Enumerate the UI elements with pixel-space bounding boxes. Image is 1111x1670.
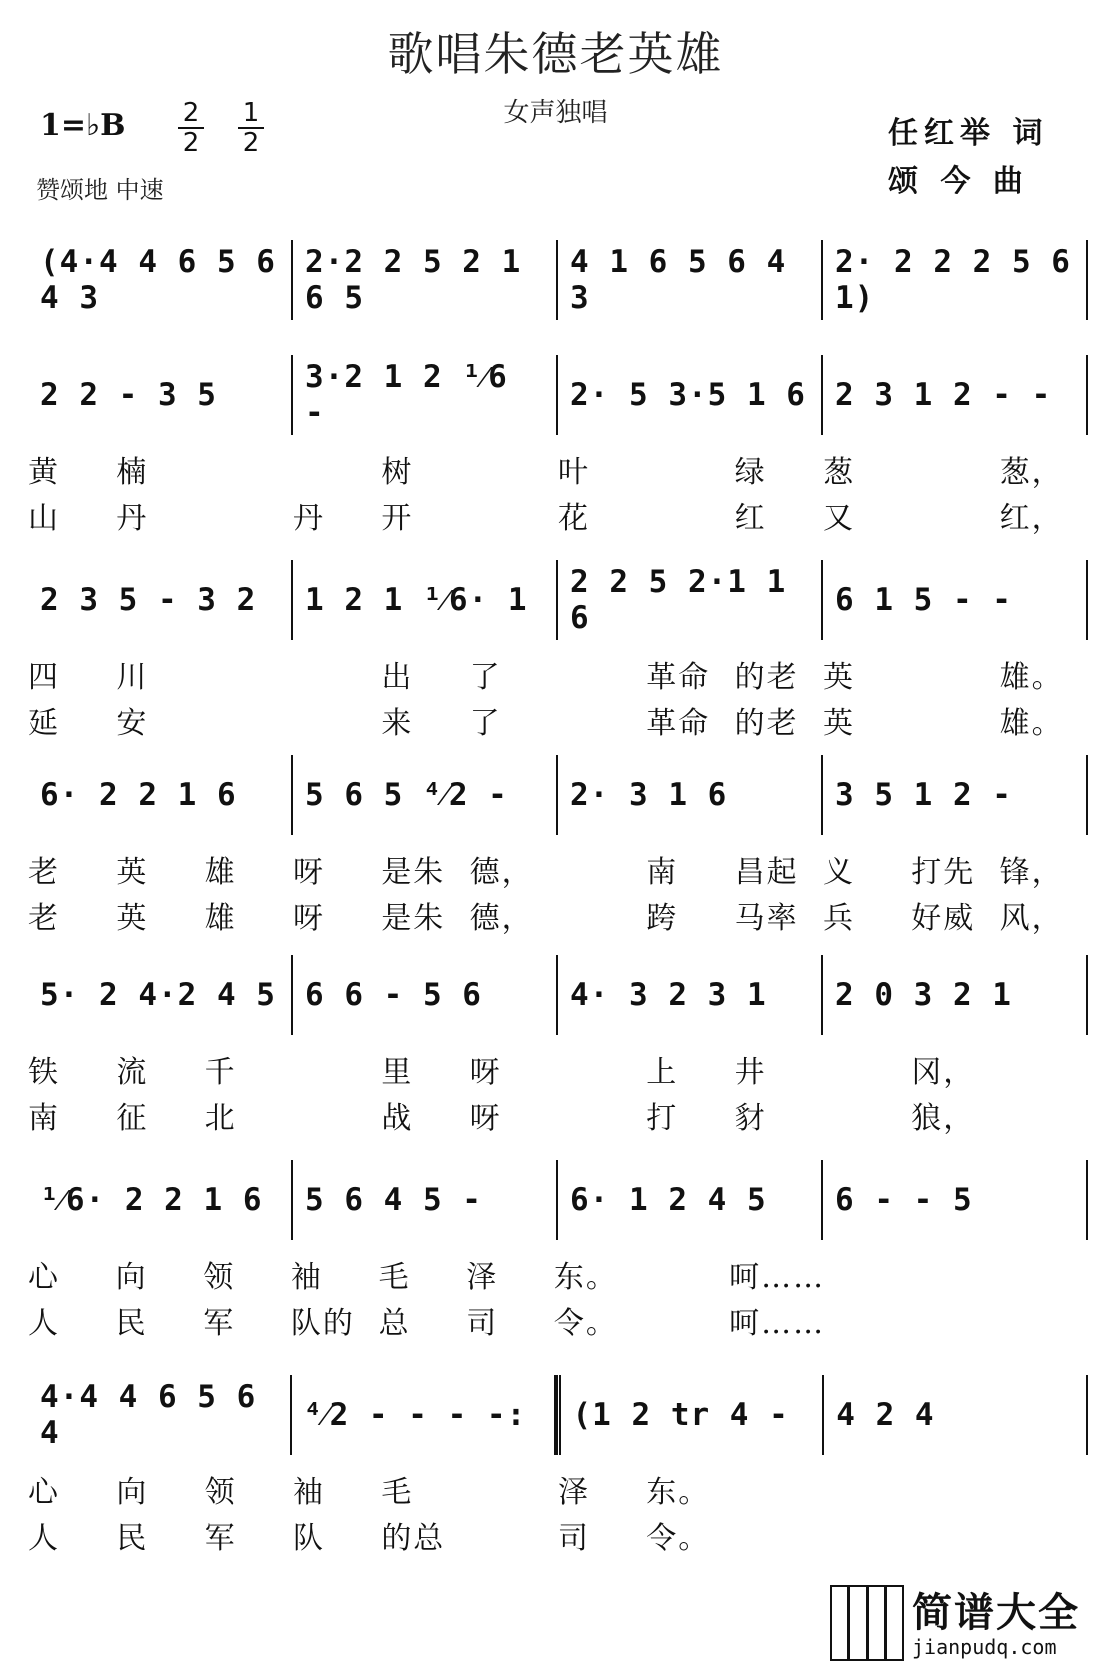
lyric-line [28, 1252, 1088, 1296]
lyric-syllable: 出 [381, 660, 414, 695]
lyric-syllable [911, 1513, 999, 1557]
lyric-syllable: 来 [381, 706, 414, 741]
measure: 6 1 5 - - [823, 560, 1088, 640]
lyric-syllable [823, 1513, 911, 1557]
lyric-line [28, 652, 1088, 696]
lyric-syllable: 东。 [553, 1260, 618, 1295]
lyric-line [28, 1513, 1088, 1557]
time-sig-2-num: 1 [242, 98, 260, 128]
lyric-syllable [470, 1467, 558, 1511]
lyric-syllable [641, 1252, 729, 1296]
lyric-syllable: 司 [466, 1306, 499, 1341]
measure-row [28, 355, 1088, 435]
lyric-syllable: 井 [734, 1055, 767, 1090]
lyric-syllable [911, 652, 999, 696]
watermark-url: jianpudq.com [912, 1635, 1057, 1659]
lyric-syllable [558, 1093, 646, 1137]
lyric-syllable [1000, 1093, 1088, 1137]
lyric-syllable: 呵…… [729, 1306, 826, 1341]
measure: 6· 2 2 1 6 [28, 755, 293, 835]
lyric-line [28, 493, 1088, 537]
lyric-syllable: 安 [116, 706, 149, 741]
watermark-name: 简谱大全 [912, 1590, 1080, 1636]
measure: 3·2 1 2 ¹⁄6 - [293, 355, 558, 435]
lyric-syllable [558, 893, 646, 937]
lyric-syllable: 令。 [646, 1521, 711, 1556]
lyric-syllable: 向 [115, 1260, 148, 1295]
lyric-syllable: 队的 [290, 1306, 355, 1341]
lyric-syllable: 风， [999, 901, 1064, 936]
lyric-syllable [1000, 1047, 1088, 1091]
lyric-syllable: 总 [378, 1306, 411, 1341]
lyric-syllable: 领 [203, 1260, 236, 1295]
watermark-logo [830, 1585, 1090, 1665]
lyric-syllable [1000, 1513, 1088, 1557]
lyric-syllable: 的老 [734, 706, 799, 741]
measure-row [28, 240, 1088, 320]
lyric-syllable [558, 698, 646, 742]
measure: 2 3 5 - 3 2 [28, 560, 293, 640]
lyric-syllable: 川 [116, 660, 149, 695]
lyric-syllable [205, 493, 293, 537]
lyric-syllable: 兵 [822, 901, 855, 936]
lyric-syllable: 山 [28, 501, 60, 536]
time-sig-1-num: 2 [182, 98, 200, 128]
lyric-syllable: 好威 [911, 901, 976, 936]
measure: 2· 2 2 2 5 6 1) [823, 240, 1088, 320]
lyric-syllable: 呵…… [729, 1260, 826, 1295]
lyric-syllable [646, 447, 734, 491]
lyric-line [28, 1467, 1088, 1511]
lyric-syllable: 里 [381, 1055, 414, 1090]
lyric-line [28, 847, 1088, 891]
lyric-syllable: 又 [822, 501, 855, 536]
lyric-syllable: 呀 [469, 1055, 502, 1090]
score-system [28, 355, 1088, 555]
measure-row [28, 1375, 1088, 1455]
lyric-syllable: 东。 [646, 1475, 711, 1510]
lyric-syllable: 英 [116, 901, 149, 936]
time-sig-2-den: 2 [242, 128, 260, 158]
lyric-syllable: 锋， [999, 855, 1064, 890]
lyric-syllable [558, 1047, 646, 1091]
lyric-syllable: 泽 [466, 1260, 499, 1295]
measure-row [28, 955, 1088, 1035]
lyric-syllable [558, 847, 646, 891]
measure: ⁴⁄2 - - - -: [292, 1375, 556, 1455]
lyric-syllable: 南 [646, 855, 679, 890]
lyric-syllable: 征 [116, 1101, 149, 1136]
score-system [28, 560, 1088, 760]
lyric-syllable: 呀 [469, 1101, 502, 1136]
lyric-syllable: 毛 [381, 1475, 414, 1510]
measure: 3 5 1 2 - [823, 755, 1088, 835]
lyric-syllable: 的老 [734, 660, 799, 695]
lyric-syllable [911, 1467, 999, 1511]
lyric-syllable: 花 [557, 501, 590, 536]
measure: 5· 2 4·2 4 5 [28, 955, 293, 1035]
lyric-syllable: 狼， [911, 1101, 976, 1136]
lyric-syllable: 延 [28, 706, 60, 741]
lyric-syllable: 民 [116, 1521, 149, 1556]
lyric-syllable: 老 [28, 901, 60, 936]
lyric-syllable: 流 [116, 1055, 149, 1090]
lyric-syllable: 楠 [116, 455, 149, 490]
lyric-syllable: 四 [28, 660, 60, 695]
lyric-syllable: 红， [999, 501, 1064, 536]
lyric-syllable [825, 1298, 913, 1342]
key-signature: 1=♭B [40, 108, 126, 143]
measure: 6 - - 5 [823, 1160, 1088, 1240]
measure: 6· 1 2 4 5 [558, 1160, 823, 1240]
lyric-syllable [823, 1093, 911, 1137]
lyric-syllable [293, 1047, 381, 1091]
song-title: 歌唱朱德老英雄 [387, 27, 724, 81]
lyric-syllable: 泽 [557, 1475, 590, 1510]
measure: 2 3 1 2 - - [823, 355, 1088, 435]
lyric-syllable [293, 1093, 381, 1137]
lyric-syllable: 司 [557, 1521, 590, 1556]
lyric-syllable: 英 [822, 706, 855, 741]
lyric-syllable [470, 1513, 558, 1557]
lyric-syllable: 英 [822, 660, 855, 695]
lyric-syllable [558, 652, 646, 696]
measure: 2·2 2 5 2 1 6 5 [293, 240, 558, 320]
measure: 5 6 4 5 - [293, 1160, 558, 1240]
lyric-line [28, 1047, 1088, 1091]
lyric-syllable: 呀 [292, 855, 325, 890]
measure: 6 6 - 5 6 [293, 955, 558, 1035]
lyric-syllable: 战 [381, 1101, 414, 1136]
measure: 2· 3 1 6 [558, 755, 823, 835]
lyric-syllable: 了 [469, 706, 502, 741]
lyric-syllable: 心 [28, 1260, 60, 1295]
measure-row [28, 755, 1088, 835]
lyric-syllable: 了 [469, 660, 502, 695]
lyric-syllable [293, 652, 381, 696]
lyric-syllable [293, 447, 381, 491]
measure: 4· 3 2 3 1 [558, 955, 823, 1035]
lyric-syllable: 英 [116, 855, 149, 890]
lyric-syllable: 上 [646, 1055, 679, 1090]
measure: (1 2 tr 4 - [556, 1375, 825, 1455]
lyric-syllable [470, 447, 558, 491]
measure: ¹⁄6· 2 2 1 6 [28, 1160, 293, 1240]
lyric-syllable: 人 [28, 1306, 60, 1341]
tempo-marking: 赞颂地 中速 [36, 176, 164, 204]
lyric-syllable: 袖 [290, 1260, 323, 1295]
lyric-syllable: 德， [469, 855, 534, 890]
lyric-line [28, 698, 1088, 742]
lyric-syllable [911, 493, 999, 537]
lyric-syllable [641, 1298, 729, 1342]
measure: 2· 5 3·5 1 6 [558, 355, 823, 435]
measure: (4·4 4 6 5 6 4 3 [28, 240, 293, 320]
lyric-syllable: 马率 [734, 901, 799, 936]
lyric-syllable [646, 493, 734, 537]
lyric-syllable: 铁 [28, 1055, 60, 1090]
measure-row [28, 560, 1088, 640]
lyric-syllable [293, 698, 381, 742]
lyric-syllable: 南 [28, 1101, 60, 1136]
lyric-syllable: 令。 [553, 1306, 618, 1341]
lyric-syllable: 黄 [28, 455, 60, 490]
lyric-syllable: 开 [381, 501, 414, 536]
lyric-syllable: 是朱 [381, 901, 446, 936]
lyric-syllable: 义 [822, 855, 855, 890]
score-system [28, 1160, 1088, 1360]
lyric-syllable: 袖 [292, 1475, 325, 1510]
composer-credit: 颂 今 曲 [888, 164, 1029, 199]
lyric-syllable [913, 1298, 1001, 1342]
lyric-syllable: 北 [204, 1101, 237, 1136]
lyric-syllable: 雄 [204, 855, 237, 890]
lyric-syllable [913, 1252, 1001, 1296]
lyric-syllable: 冈， [911, 1055, 976, 1090]
lyric-syllable [1000, 1467, 1088, 1511]
lyric-syllable: 队 [292, 1521, 325, 1556]
lyric-syllable: 德， [469, 901, 534, 936]
lyric-syllable: 向 [116, 1475, 149, 1510]
lyric-syllable: 是朱 [381, 855, 446, 890]
measure: 1 2 1 ¹⁄6· 1 [293, 560, 558, 640]
score-system [28, 1375, 1088, 1575]
lyric-syllable [470, 493, 558, 537]
song-subtitle: 女声独唱 [503, 98, 608, 128]
measure: 4·4 4 6 5 6 4 [28, 1375, 292, 1455]
measure-row [28, 1160, 1088, 1240]
lyric-syllable [735, 1467, 823, 1511]
measure: 4 2 4 [824, 1375, 1088, 1455]
lyric-syllable: 呀 [292, 901, 325, 936]
lyric-syllable [911, 447, 999, 491]
time-signature-2 [238, 100, 264, 156]
lyric-syllable: 红 [734, 501, 767, 536]
lyricist-credit: 任红举 词 [888, 116, 1049, 151]
lyric-syllable [1000, 1298, 1088, 1342]
lyric-syllable: 革命 [646, 660, 711, 695]
lyric-syllable: 领 [204, 1475, 237, 1510]
lyric-syllable: 民 [115, 1306, 148, 1341]
lyric-syllable [1000, 1252, 1088, 1296]
lyric-syllable: 革命 [646, 706, 711, 741]
score-system [28, 755, 1088, 955]
lyric-syllable: 丹 [116, 501, 149, 536]
lyric-syllable: 豺 [734, 1101, 767, 1136]
lyric-syllable: 葱， [999, 455, 1064, 490]
lyric-syllable: 雄。 [999, 660, 1064, 695]
measure: 2 2 5 2·1 1 6 [558, 560, 823, 640]
lyric-syllable: 人 [28, 1521, 60, 1556]
lyric-syllable: 老 [28, 855, 60, 890]
lyric-syllable: 雄 [204, 901, 237, 936]
lyric-syllable: 毛 [378, 1260, 411, 1295]
lyric-syllable [205, 652, 293, 696]
lyric-syllable: 叶 [557, 455, 590, 490]
lyric-syllable: 打 [646, 1101, 679, 1136]
lyric-syllable [823, 1047, 911, 1091]
lyric-syllable: 的总 [381, 1521, 446, 1556]
measure: 4 1 6 5 6 4 3 [558, 240, 823, 320]
lyric-syllable: 雄。 [999, 706, 1064, 741]
lyric-line [28, 893, 1088, 937]
lyric-syllable [825, 1252, 913, 1296]
lyric-line [28, 1298, 1088, 1342]
lyric-syllable: 葱 [822, 455, 855, 490]
lyric-syllable [205, 447, 293, 491]
measure: 5 6 5 ⁴⁄2 - [293, 755, 558, 835]
lyric-syllable: 军 [204, 1521, 237, 1556]
time-sig-1-den: 2 [182, 128, 200, 158]
time-signature-1 [178, 100, 204, 156]
lyric-syllable: 打先 [911, 855, 976, 890]
lyric-syllable: 绿 [734, 455, 767, 490]
lyric-syllable: 跨 [646, 901, 679, 936]
lyric-syllable: 千 [204, 1055, 237, 1090]
measure: 2 2 - 3 5 [28, 355, 293, 435]
score-system [28, 955, 1088, 1155]
lyric-syllable: 丹 [292, 501, 325, 536]
measure: 2 0 3 2 1 [823, 955, 1088, 1035]
lyric-syllable: 树 [381, 455, 414, 490]
lyric-syllable: 昌起 [734, 855, 799, 890]
lyric-syllable [735, 1513, 823, 1557]
lyric-syllable [823, 1467, 911, 1511]
lyric-syllable [911, 698, 999, 742]
lyric-syllable [205, 698, 293, 742]
lyric-syllable: 心 [28, 1475, 60, 1510]
lyric-line [28, 447, 1088, 491]
piano-keys-icon [830, 1585, 904, 1661]
lyric-line [28, 1093, 1088, 1137]
lyric-syllable: 军 [203, 1306, 236, 1341]
